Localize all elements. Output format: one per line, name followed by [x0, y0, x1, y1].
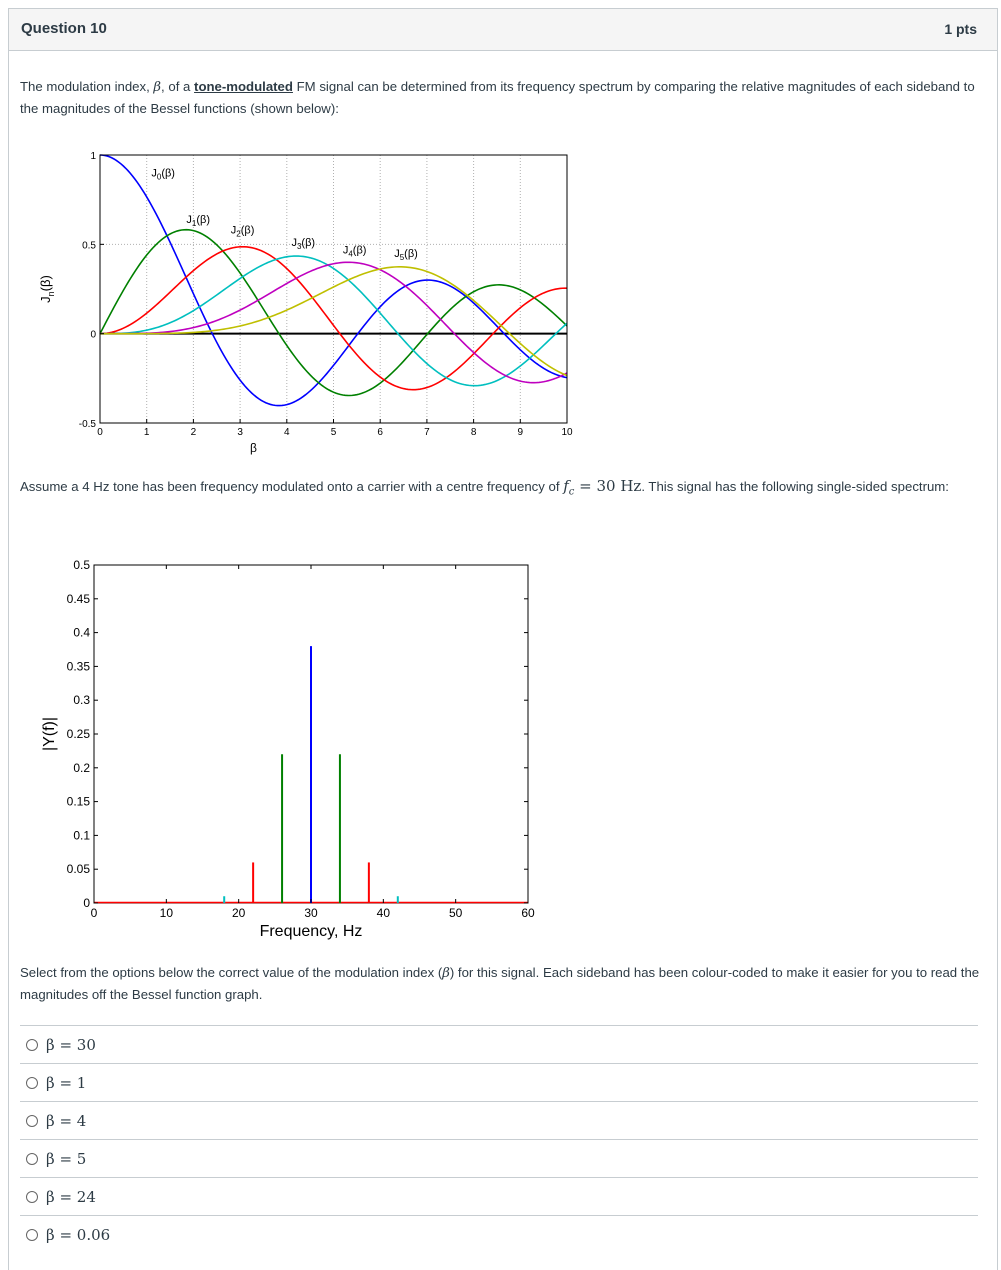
y-tick-label: 1 [90, 151, 96, 162]
fc-subscript: c [568, 486, 575, 498]
question-points: 1 pts [944, 21, 977, 37]
answer-option[interactable] [20, 1139, 978, 1177]
option-label[interactable]: β = 5 [46, 1149, 87, 1168]
fc-symbol: f [563, 477, 569, 495]
y-tick-label: 0.5 [82, 240, 96, 252]
option-label[interactable]: β = 0.06 [46, 1225, 111, 1244]
curve-label: $J_4(\beta)$ [342, 244, 367, 259]
x-tick-label: 9 [517, 427, 524, 438]
option-label[interactable]: β = 24 [46, 1187, 96, 1206]
radio-button[interactable] [26, 1153, 38, 1165]
question-header [9, 9, 997, 51]
curve-label: $J_0(\beta)$ [151, 167, 175, 182]
curve-label: $J_3(\beta)$ [291, 237, 316, 252]
answer-option[interactable] [20, 1101, 978, 1139]
x-tick-label: 10 [159, 906, 174, 920]
option-label[interactable]: β = 1 [46, 1073, 87, 1092]
x-tick-label: 40 [376, 906, 391, 920]
answer-option[interactable] [20, 1063, 978, 1101]
x-tick-label: 5 [330, 427, 337, 438]
y-tick-label: 0.05 [66, 862, 90, 877]
radio-button[interactable] [26, 1039, 38, 1051]
radio-button[interactable] [26, 1229, 38, 1241]
answer-option[interactable] [20, 1025, 978, 1063]
y-tick-label: -0.5 [78, 419, 96, 430]
y-tick-label: 0.1 [73, 828, 90, 843]
beta-symbol: β [153, 80, 162, 95]
spectrum-chart [20, 555, 560, 950]
y-tick-label: 0 [90, 329, 96, 341]
x-tick-label: 20 [231, 906, 246, 920]
x-axis-label: β [250, 441, 257, 455]
select-text [20, 962, 980, 1005]
x-tick-label: 10 [561, 427, 573, 438]
y-tick-label: 0.2 [73, 760, 90, 775]
x-axis-label: Frequency, Hz [259, 923, 363, 940]
assume-text [20, 476, 980, 503]
x-tick-label: 0 [90, 906, 98, 920]
radio-button[interactable] [26, 1191, 38, 1203]
x-tick-label: 0 [97, 427, 103, 438]
y-axis-label: |Y(f)| [41, 716, 58, 752]
radio-button[interactable] [26, 1115, 38, 1127]
x-tick-label: 7 [424, 427, 430, 438]
answer-option[interactable] [20, 1177, 978, 1215]
y-tick-label: 0 [83, 896, 90, 910]
option-label[interactable]: β = 4 [46, 1111, 87, 1130]
beta-symbol-2: β [442, 966, 450, 981]
assume-text-2: . This signal has the following single-sided spectrum: [641, 479, 949, 494]
intro-text-1: The modulation index, [20, 79, 154, 94]
curve-label: $J_1(\beta)$ [186, 213, 211, 228]
y-tick-label: 0.4 [73, 625, 90, 640]
x-tick-label: 8 [470, 427, 477, 438]
x-tick-label: 6 [377, 427, 383, 438]
y-tick-label: 0.15 [66, 794, 90, 809]
curve-label: $J_2(\beta)$ [230, 224, 255, 239]
x-tick-label: 1 [143, 427, 150, 438]
x-tick-label: 60 [521, 906, 535, 920]
select-text-2: ) for this signal. Each sideband has been colour-coded to make it easier for you to read the magnitudes off the Bessel function graph. [20, 965, 980, 1002]
y-tick-label: 0.3 [73, 693, 90, 708]
y-tick-label: 0.5 [73, 558, 90, 572]
bessel-function-chart [20, 145, 590, 465]
x-tick-label: 3 [237, 427, 243, 438]
question-title: Question 10 [21, 20, 107, 37]
y-axis-label: $J_n(\beta)$ [38, 275, 56, 303]
x-tick-label: 50 [448, 906, 463, 920]
answer-option[interactable] [20, 1215, 978, 1253]
plot-area [100, 155, 567, 423]
fc-value: = 30 Hz [574, 477, 642, 495]
curve-label: $J_5(\beta)$ [394, 247, 418, 262]
x-tick-label: 2 [190, 427, 197, 438]
radio-button[interactable] [26, 1077, 38, 1089]
intro-text [20, 76, 980, 119]
tone-modulated-term: tone-modulated [194, 79, 293, 94]
intro-text-2: , of a [161, 79, 195, 94]
x-tick-label: 4 [284, 427, 290, 438]
select-text-1: Select from the options below the correct value of the modulation index ( [20, 965, 443, 980]
y-tick-label: 0.35 [66, 659, 90, 674]
option-label[interactable]: β = 30 [46, 1035, 96, 1054]
intro-text-3: FM signal can be determined from its frequency spectrum by comparing the relative magnitudes of each sideband to the magnitudes of the Bessel functions (shown below): [20, 79, 975, 116]
y-tick-label: 0.25 [66, 727, 90, 741]
y-tick-label: 0.45 [66, 591, 90, 606]
x-tick-label: 30 [304, 906, 318, 920]
assume-text-1: Assume a 4 Hz tone has been frequency modulated onto a carrier with a centre frequency of [20, 479, 564, 494]
